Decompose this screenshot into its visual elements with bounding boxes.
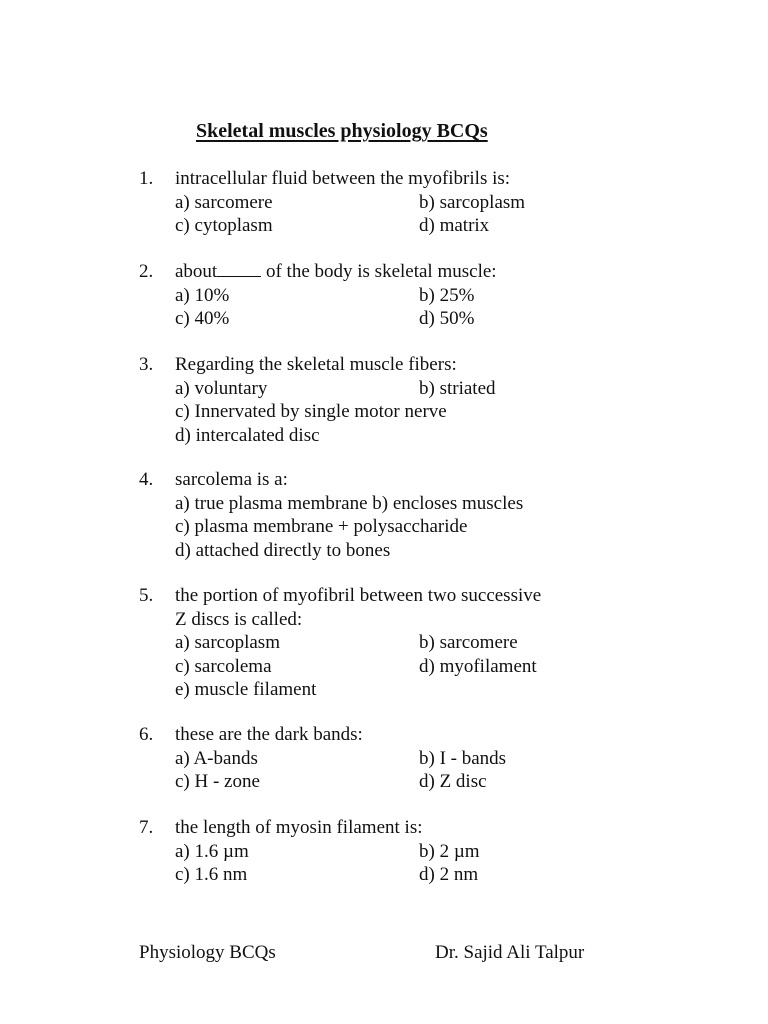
option-d: d) myofilament (419, 655, 537, 677)
option-b: b) sarcoplasm (419, 191, 526, 213)
question-number: 6. (139, 724, 154, 745)
footer-right-text: Dr. Sajid Ali Talpur (435, 942, 585, 963)
option-a: a) 10% (175, 284, 230, 306)
option-b: b) 2 µm (419, 840, 480, 862)
option-e: e) muscle filament (175, 679, 317, 700)
question-6 (139, 723, 639, 794)
option-a: a) voluntary (175, 377, 268, 399)
option-a-b: a) true plasma membrane b) encloses muscles (175, 492, 524, 514)
page-title: Skeletal muscles physiology BCQs (196, 120, 488, 142)
option-c: c) H - zone (175, 771, 260, 792)
question-text: intracellular fluid between the myofibrils is: (175, 168, 511, 189)
question-text-continued: Z discs is called: (175, 608, 303, 630)
fill-in-blank (217, 260, 261, 277)
option-a: a) sarcomere (175, 191, 273, 213)
option-d: d) matrix (419, 215, 490, 236)
option-d: d) Z disc (419, 771, 487, 792)
question-number: 2. (139, 261, 154, 282)
question-7 (139, 816, 639, 887)
question-text-after-blank: of the body is skeletal muscle: (261, 261, 497, 282)
option-d: d) 2 nm (419, 864, 479, 885)
option-a: a) A-bands (175, 747, 258, 769)
question-4 (139, 468, 639, 562)
question-text: Regarding the skeletal muscle fibers: (175, 354, 457, 375)
question-number: 3. (139, 354, 154, 375)
option-d: d) intercalated disc (175, 424, 320, 446)
question-3 (139, 353, 639, 447)
option-c: c) Innervated by single motor nerve (175, 401, 447, 422)
option-b: b) 25% (419, 284, 475, 306)
option-c: c) cytoplasm (175, 215, 273, 236)
option-c: c) sarcolema (175, 655, 272, 677)
option-b: b) I - bands (419, 747, 507, 769)
question-text: the portion of myofibril between two successive (175, 585, 542, 606)
question-1 (139, 167, 639, 238)
question-2 (139, 260, 639, 331)
footer-left-text: Physiology BCQs (139, 942, 276, 963)
question-number: 4. (139, 469, 154, 490)
option-d: d) attached directly to bones (175, 539, 391, 561)
option-d: d) 50% (419, 308, 475, 329)
question-text: these are the dark bands: (175, 724, 363, 745)
option-a: a) sarcoplasm (175, 632, 280, 653)
question-text-before-blank: about (175, 261, 218, 282)
question-text: sarcolema is a: (175, 469, 288, 490)
question-text (175, 260, 497, 284)
option-c: c) 1.6 nm (175, 864, 248, 885)
question-number: 1. (139, 168, 154, 189)
option-b: b) sarcomere (419, 632, 518, 653)
question-text: the length of myosin filament is: (175, 817, 423, 838)
option-b: b) striated (419, 377, 496, 399)
option-c: c) 40% (175, 308, 230, 329)
question-5 (139, 584, 639, 702)
option-c: c) plasma membrane + polysaccharide (175, 516, 468, 537)
option-a: a) 1.6 µm (175, 840, 249, 862)
question-number: 7. (139, 817, 154, 838)
question-number: 5. (139, 585, 154, 606)
